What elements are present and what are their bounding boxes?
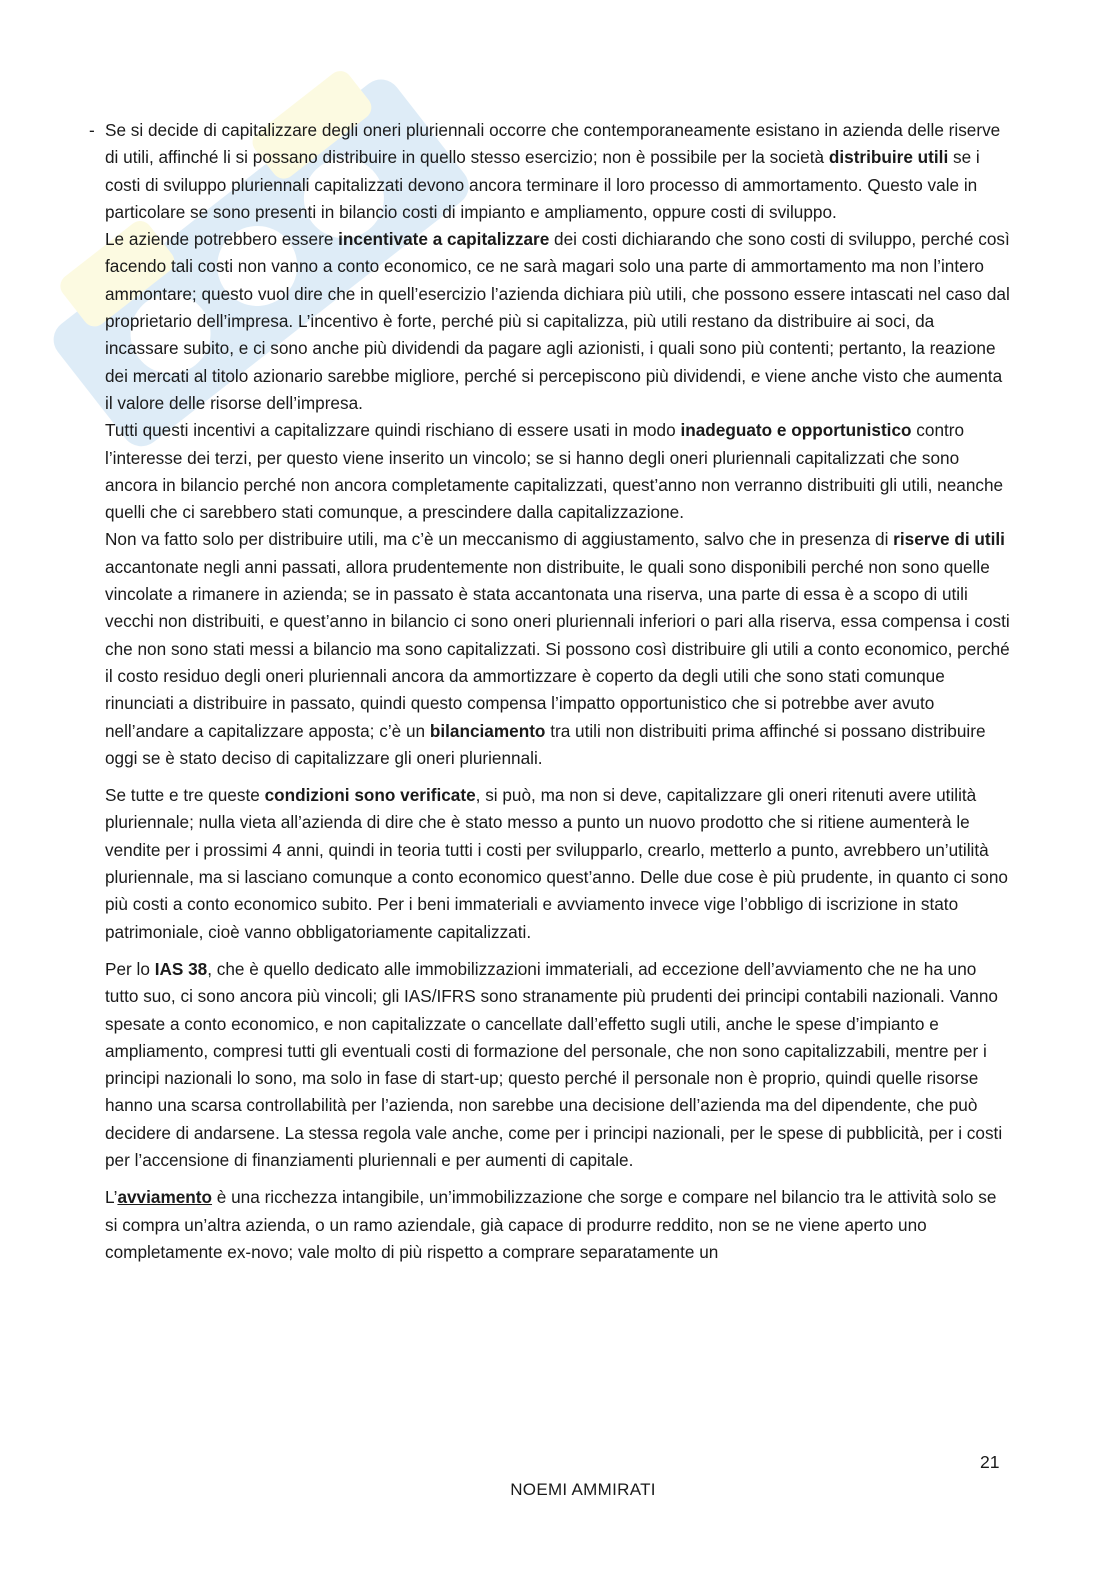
text-run: , si può, ma non si deve, capitalizzare gli oneri ritenuti avere utilità pluriennale; nulla vieta all’azienda di dire che è stato messo a punto un nuovo prodotto che si ritiene aumenterà le vendite per i prossimi 4 anni, quindi in teoria tutti i costi per svilupparlo, crearlo, metterlo a punto, avrebbero un’utilità pluriennale, ma si lasciano comunque a conto economico quest’anno. Delle due cose è più prudente, in quanto ci sono più costi a conto economico subito. Per i beni immateriali e avviamento invece vige l’obbligo di iscrizione in stato patrimoniale, cioè vanno obbligatoriamente capitalizzati. xyxy=(105,785,1008,942)
text-run: Se tutte e tre queste xyxy=(105,785,265,806)
page-body xyxy=(89,117,1010,1266)
footer-author: NOEMI AMMIRATI xyxy=(510,1480,656,1499)
text-run: Se si decide di capitalizzare degli oneri pluriennali occorre che contemporaneamente esistano in azienda delle riserve di utili, affinché li si possano distribuire in quello stesso esercizio; non è possibile per la società xyxy=(105,120,1001,168)
paragraph-avviamento xyxy=(105,1184,1010,1266)
bold-run: riserve di utili xyxy=(893,529,1005,550)
bold-run: inadeguato e opportunistico xyxy=(680,420,912,441)
text-run: , che è quello dedicato alle immobilizzazioni immateriali, ad eccezione dell’avviamento che ne ha uno tutto suo, ci sono ancora più vincoli; gli IAS/IFRS sono stranamente più prudenti dei principi contabili nazionali. Vanno spesate a conto economico, e non capitalizzate o cancellate dall’effetto sugli utili, anche le spese d’impianto e ampliamento, compresi tutti gli eventuali costi di formazione del personale, che non sono capitalizzabili, mentre per i principi nazionali lo sono, ma solo in fase di start-up; questo perché il personale non è proprio, quindi quelle risorse hanno una scarsa controllabilità per l’azienda, non sarebbe una decisione dell’azienda ma del dipendente, che può decidere di andarsene. La stessa regola vale anche, come per i principi nazionali, per le spese di pubblicità, per i costi per l’accensione di finanziamenti pluriennali e per aumenti di capitale. xyxy=(105,958,1003,1170)
paragraph-vincolo xyxy=(105,417,1010,526)
bold-run: condizioni sono verificate xyxy=(264,785,476,806)
underlined-term: avviamento xyxy=(117,1187,213,1208)
paragraph-incentivi xyxy=(105,226,1010,417)
text-run: è una ricchezza intangibile, un’immobilizzazione che sorge e compare nel bilancio tra le attività solo se si compra un’altra azienda, o un ramo aziendale, già capace di produrre reddito, non se ne viene aperto uno completamente ex-novo; vale molto di più rispetto a comprare separatamente un xyxy=(105,1187,997,1262)
text-run: Tutti questi incentivi a capitalizzare quindi rischiano di essere usati in modo xyxy=(105,420,681,441)
bold-run: bilanciamento xyxy=(429,720,546,741)
text-run: Per lo xyxy=(105,958,155,979)
text-run: Non va fatto solo per distribuire utili, ma c’è un meccanismo di aggiustamento, salvo che in presenza di xyxy=(105,529,894,550)
bold-run: distribuire utili xyxy=(828,147,949,168)
text-run: L’ xyxy=(105,1187,118,1208)
bold-run: incentivate a capitalizzare xyxy=(338,229,550,250)
paragraph xyxy=(105,117,1010,226)
text-run: dei costi dichiarando che sono costi di sviluppo, perché così facendo tali costi non vanno a conto economico, ce ne sarà magari solo una parte di ammortamento ma non l’intero ammontare; questo vuol dire che in quell’esercizio l’azienda dichiara più utili, che possono essere intascati nel caso dal proprietario dell’impresa. L’incentivo è forte, perché più si capitalizza, più utili restano da distribuire ai soci, da incassare subito, e ci sono anche più dividendi da pagare agli azionisti, i quali sono più contenti; pertanto, la reazione dei mercati al titolo azionario sarebbe migliore, perché si percepiscono più dividendi, e viene anche visto che aumenta il valore delle risorse dell’impresa. xyxy=(105,229,1010,413)
text-run: accantonate negli anni passati, allora prudentemente non distribuite, le quali sono disponibili perché non sono quelle vincolate a rimanere in azienda; se in passato è stata accantonata una riserva, una parte di essa è a scopo di utili vecchi non distribuiti, e quest’anno in bilancio ci sono oneri pluriennali inferiori o pari alla riserva, essa compensa i costi che non sono stati messi a bilancio ma sono capitalizzati. Si possono così distribuire gli utili a conto economico, perché il costo residuo degli oneri pluriennali ancora da ammortizzare è coperto da degli utili che sono stati comunque rinunciati a distribuire in passato, quindi questo compensa l’impatto opportunistico che si potrebbe aver avuto nell’andare a capitalizzare apposta; c’è un xyxy=(105,556,1010,741)
text-run: se i costi di sviluppo pluriennali capitalizzati devono ancora terminare il loro processo di ammortamento. Questo vale in particolare se sono presenti in bilancio costi di impianto e ampliamento, oppure costi di sviluppo. xyxy=(105,147,980,222)
text-run: Le aziende potrebbero essere xyxy=(105,229,339,250)
text-run: contro l’interesse dei terzi, per questo viene inserito un vincolo; se si hanno degli oneri pluriennali capitalizzati che sono ancora in bilancio perché non ancora completamente capitalizzati, quest’anno non verranno distribuiti gli utili, neanche quelli che ci sarebbero stati comunque, a prescindere dalla capitalizzazione. xyxy=(105,420,1004,523)
paragraph-ias38 xyxy=(105,956,1010,1174)
list-dash: - xyxy=(89,120,95,140)
bold-run: IAS 38 xyxy=(154,958,208,979)
text-run: tra utili non distribuiti prima affinché si possano distribuire oggi se è stato deciso di capitalizzare gli oneri pluriennali. xyxy=(105,720,986,768)
paragraph-capitalizzare-oneri xyxy=(89,117,1010,226)
page-number: 21 xyxy=(980,1452,1000,1472)
paragraph-condizioni xyxy=(105,782,1010,946)
paragraph-riserve xyxy=(105,526,1010,772)
bold-underline-run xyxy=(117,1187,212,1207)
